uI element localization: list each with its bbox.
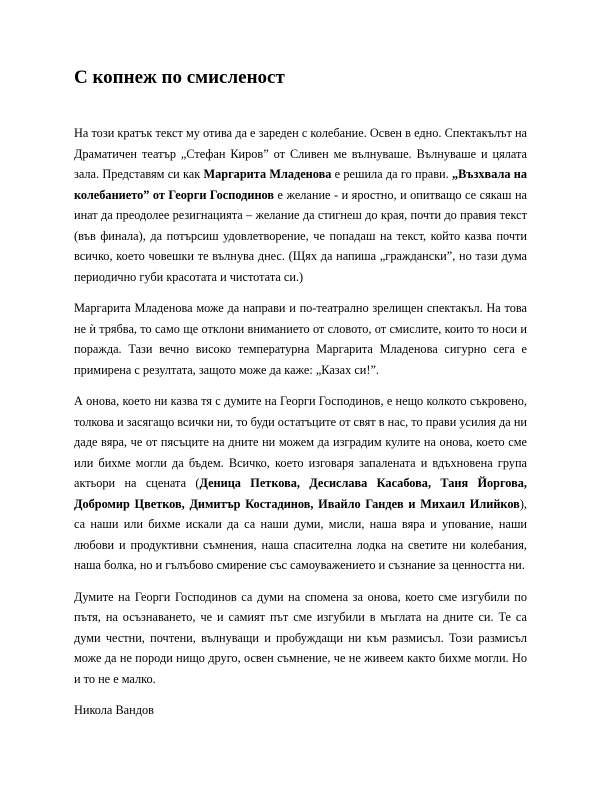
- text-run: е желание - и яростно, и опитващо се сякаш на инат да преодолее резигнацията – желание да стигнеш до края, почти до правия текст (във финала), да потърсиш удовлетворение, че попадаш на текст, който казва почти всичко, което човешки те вълнува днес. (Щях да напиша „граждански”, но тази дума периодично губи красотата и чистотата си.): [74, 187, 528, 284]
- bold-text-run: Маргарита Младенова: [203, 167, 332, 181]
- paragraph-2: [74, 298, 527, 380]
- text-run: ), са наши или бихме искали да са наши думи, мисли, наша вяра и упование, наши любови и продуктивни съмнения, наша спасителна лодка на светите ни колебания, наша болка, но и гълъбово смирение със самоуважението и съзнание за ценността ни.: [74, 496, 527, 572]
- paragraph-4: [74, 587, 527, 690]
- author-signature: Никола Вандов: [74, 703, 154, 717]
- text-run: Думите на Георги Господинов са думи на спомена за онова, което сме изгубили по пътя, на осъзнаването, че и самият път сме изгубили в мъглата на дните си. Те са думи честни, почтени, вълнуващи и пробуждащи ни към размисъл. Този размисъл може да не породи нищо друго, освен съмнение, че не живеем както бихме могли. Но и то не е малко.: [74, 589, 527, 686]
- paragraph-1: [74, 123, 527, 287]
- text-run: На този кратък текст му отива да е зареден с колебание. Освен в едно. Спектакълът на Драматичен театър „Стефан Киров” от Сливен ме вълнуваше. Вълнуваше и цялата зала. Представям си как: [74, 126, 527, 181]
- article-body: [74, 123, 527, 721]
- text-run: е решила да го прави.: [331, 167, 452, 181]
- paragraph-3: [74, 391, 527, 576]
- page-title: С копнеж по смисленост: [74, 67, 285, 88]
- text-run: А онова, което ни казва тя с думите на Георги Господинов, е нещо колкото съкровено, толкова и засягащо всички ни, то буди остатъците от свят в нас, то прави усилия да ни даде вяра, че от пясъците на дните ни можем да изградим кулите на онова, което сме или бихме могли да бъдем. Всичко, което изговаря запалената и вдъхновена група актьори на сцената (: [74, 394, 527, 490]
- bold-text-run: „Възхвала на колебанието” от Георги Господинов: [74, 167, 527, 202]
- bold-text-run: Деница Петкова, Десислава Касабова, Таня Йоргова, Добромир Цветков, Димитър Костадинов, Ивайло Гандев и Михаил Илийков: [74, 476, 527, 511]
- text-run: Маргарита Младенова може да направи и по-театрално зрелищен спектакъл. На това не ѝ трябва, то само ще отклони вниманието от словото, от смислите, които то носи и поражда. Тази вечно високо температурна Маргарита Младенова сигурно сега е примирена с резултата, защото може да каже: „Казах си!”.: [74, 301, 527, 377]
